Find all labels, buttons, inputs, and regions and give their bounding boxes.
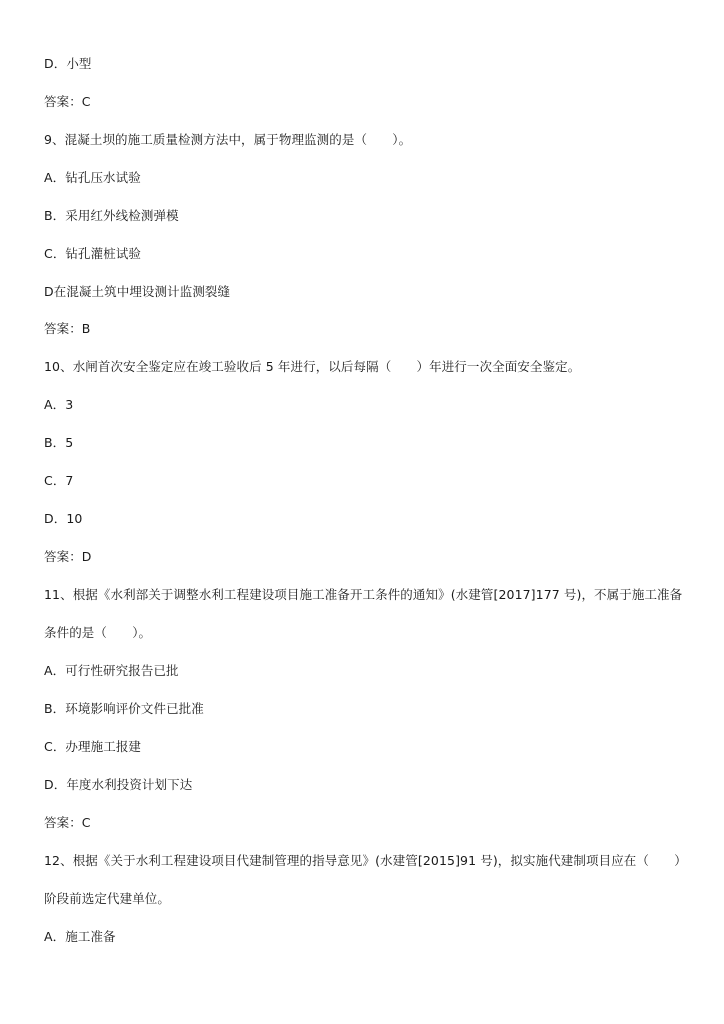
answer-q10: 答案：D xyxy=(44,549,92,564)
option-d-q9: D在混凝土筑中埋设测计监测裂缝 xyxy=(44,284,231,299)
option-c-q9: C．钻孔灌桩试验 xyxy=(44,246,142,261)
option-c-q10: C．7 xyxy=(44,473,74,488)
answer-q8: 答案：C xyxy=(44,94,91,109)
option-a-q9: A．钻孔压水试验 xyxy=(44,170,141,185)
option-a-q11: A．可行性研究报告已批 xyxy=(44,663,179,678)
option-d-q10: D．10 xyxy=(44,511,83,526)
option-a-q12: A．施工准备 xyxy=(44,929,116,944)
question-11-line-1: 11、根据《水利部关于调整水利工程建设项目施工准备开工条件的通知》(水建管[2017]177 号)，不属于施工准备 xyxy=(44,587,683,602)
option-b-q10: B．5 xyxy=(44,435,74,450)
option-d-q11: D．年度水利投资计划下达 xyxy=(44,777,193,792)
option-a-q10: A．3 xyxy=(44,397,74,412)
option-b-q11: B．环境影响评价文件已批准 xyxy=(44,701,204,716)
question-12-line-2: 阶段前选定代建单位。 xyxy=(44,891,171,906)
answer-q9: 答案：B xyxy=(44,321,91,336)
question-11-line-2: 条件的是（ ）。 xyxy=(44,625,152,640)
option-b-q9: B．采用红外线检测弹模 xyxy=(44,208,179,223)
question-10: 10、水闸首次安全鉴定应在竣工验收后 5 年进行，以后每隔（ ）年进行一次全面安全鉴定。 xyxy=(44,359,581,374)
question-12-line-1: 12、根据《关于水利工程建设项目代建制管理的指导意见》(水建管[2015]91 号)，拟实施代建制项目应在（ ） xyxy=(44,853,687,868)
option-d-q8: D．小型 xyxy=(44,56,92,71)
answer-q11: 答案：C xyxy=(44,815,91,830)
question-9: 9、混凝土坝的施工质量检测方法中，属于物理监测的是（ ）。 xyxy=(44,132,412,147)
option-c-q11: C．办理施工报建 xyxy=(44,739,142,754)
